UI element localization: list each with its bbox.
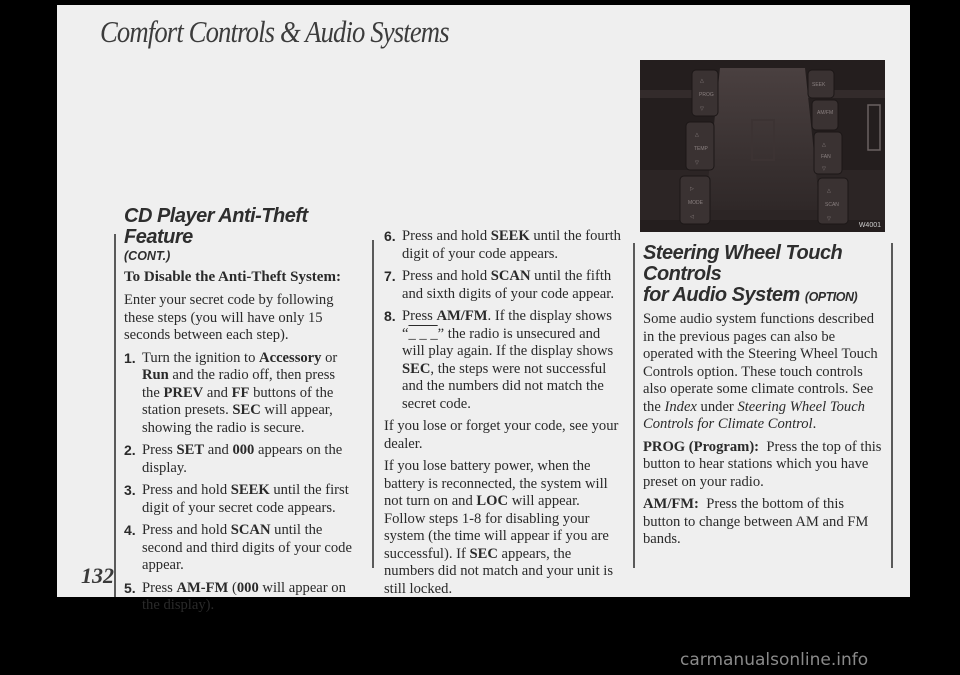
page-title: Comfort Controls & Audio Systems <box>100 14 449 49</box>
svg-text:TEMP: TEMP <box>694 146 708 152</box>
steering-wheel-illustration <box>640 60 885 232</box>
step-5: 5. Press AM-FM (000 will appear on the display). <box>124 579 346 613</box>
steps-list-left <box>124 350 354 615</box>
step-3: 3. Press and hold SEEK until the first digit of your secret code appears. <box>124 482 349 516</box>
svg-text:MODE: MODE <box>688 200 703 206</box>
step-1: 1. Turn the ignition to Accessory or Run and the radio off, then press the PREV and FF buttons of the station presets. SEC will appear, showing the radio is secure. <box>124 349 338 436</box>
column-rule-right-b <box>891 243 893 568</box>
amfm-paragraph: AM/FM: Press the bottom of this button to change between AM and FM bands. <box>643 496 869 547</box>
prog-paragraph: PROG (Program): Press the top of this button to hear stations which you have preset on your radio. <box>643 438 882 490</box>
svg-text:FAN: FAN <box>821 154 831 160</box>
svg-text:△: △ <box>695 132 699 138</box>
svg-text:△: △ <box>827 188 831 194</box>
column-rule-right-a <box>633 243 635 568</box>
svg-text:▽: ▽ <box>700 106 704 112</box>
steering-intro: Some audio system functions described in the previous pages can also be operated with the Steering Wheel Touch Controls option. These touch controls also operate some climate controls. See the Index under Steering Wheel Touch Controls for Climate Control. <box>643 311 878 432</box>
column-rule-left <box>114 234 116 597</box>
steps-list-middle <box>384 228 622 413</box>
svg-text:△: △ <box>700 78 704 84</box>
section-title-steering-wheel-2: for Audio System (OPTION) <box>643 284 858 306</box>
svg-text:▷: ▷ <box>690 186 694 192</box>
step-7: 7. Press and hold SCAN until the fifth and sixth digits of your code appear. <box>384 268 614 302</box>
step-4: 4. Press and hold SCAN until the second and third digits of your code appear. <box>124 522 352 573</box>
section-title-steering-wheel: Steering Wheel Touch Controls <box>643 242 843 285</box>
battery-paragraph: If you lose battery power, when the battery is reconnected, the system will not turn on and LOC will appear. Follow steps 1-8 for disabling your system (the time will appear if you are successful). If SEC appears, the numbers did not match and your unit is still locked. <box>384 458 614 597</box>
section-suffix-option: (OPTION) <box>804 290 858 304</box>
section-suffix-cont: (CONT.) <box>124 249 171 263</box>
svg-text:◁: ◁ <box>690 214 694 220</box>
intro-paragraph: Enter your secret code by following these steps (you will have only 15 seconds between each step). <box>124 292 334 343</box>
middle-column <box>384 228 622 603</box>
page-number: 132 <box>81 563 114 588</box>
dealer-paragraph: If you lose or forget your code, see your dealer. <box>384 418 619 452</box>
svg-text:PROG: PROG <box>699 92 714 98</box>
subheading-disable: To Disable the Anti-Theft System: <box>124 268 341 285</box>
figure-code: W4001 <box>858 222 881 229</box>
left-column <box>124 206 354 620</box>
step-8: 8. Press AM/FM. If the display shows “_ _ _” the radio is unsecured and will play again. If the display shows SEC, the steps were not successful and the numbers did not match the secret code. <box>384 308 614 412</box>
svg-text:▽: ▽ <box>827 216 831 222</box>
svg-text:▽: ▽ <box>822 166 826 172</box>
svg-text:△: △ <box>822 142 826 148</box>
step-6: 6. Press and hold SEEK until the fourth digit of your code appears. <box>384 228 621 262</box>
section-title-anti-theft: CD Player Anti-Theft Feature <box>124 205 308 248</box>
svg-text:AM/FM: AM/FM <box>817 110 834 116</box>
steering-wheel-photo <box>640 60 885 232</box>
svg-text:SEEK: SEEK <box>812 82 826 88</box>
step-2: 2. Press SET and 000 appears on the display. <box>124 442 343 476</box>
svg-text:SCAN: SCAN <box>825 202 839 208</box>
svg-text:▽: ▽ <box>695 160 699 166</box>
column-rule-middle <box>372 240 374 568</box>
watermark: carmanualsonline.info <box>680 650 869 670</box>
right-column <box>643 243 883 554</box>
